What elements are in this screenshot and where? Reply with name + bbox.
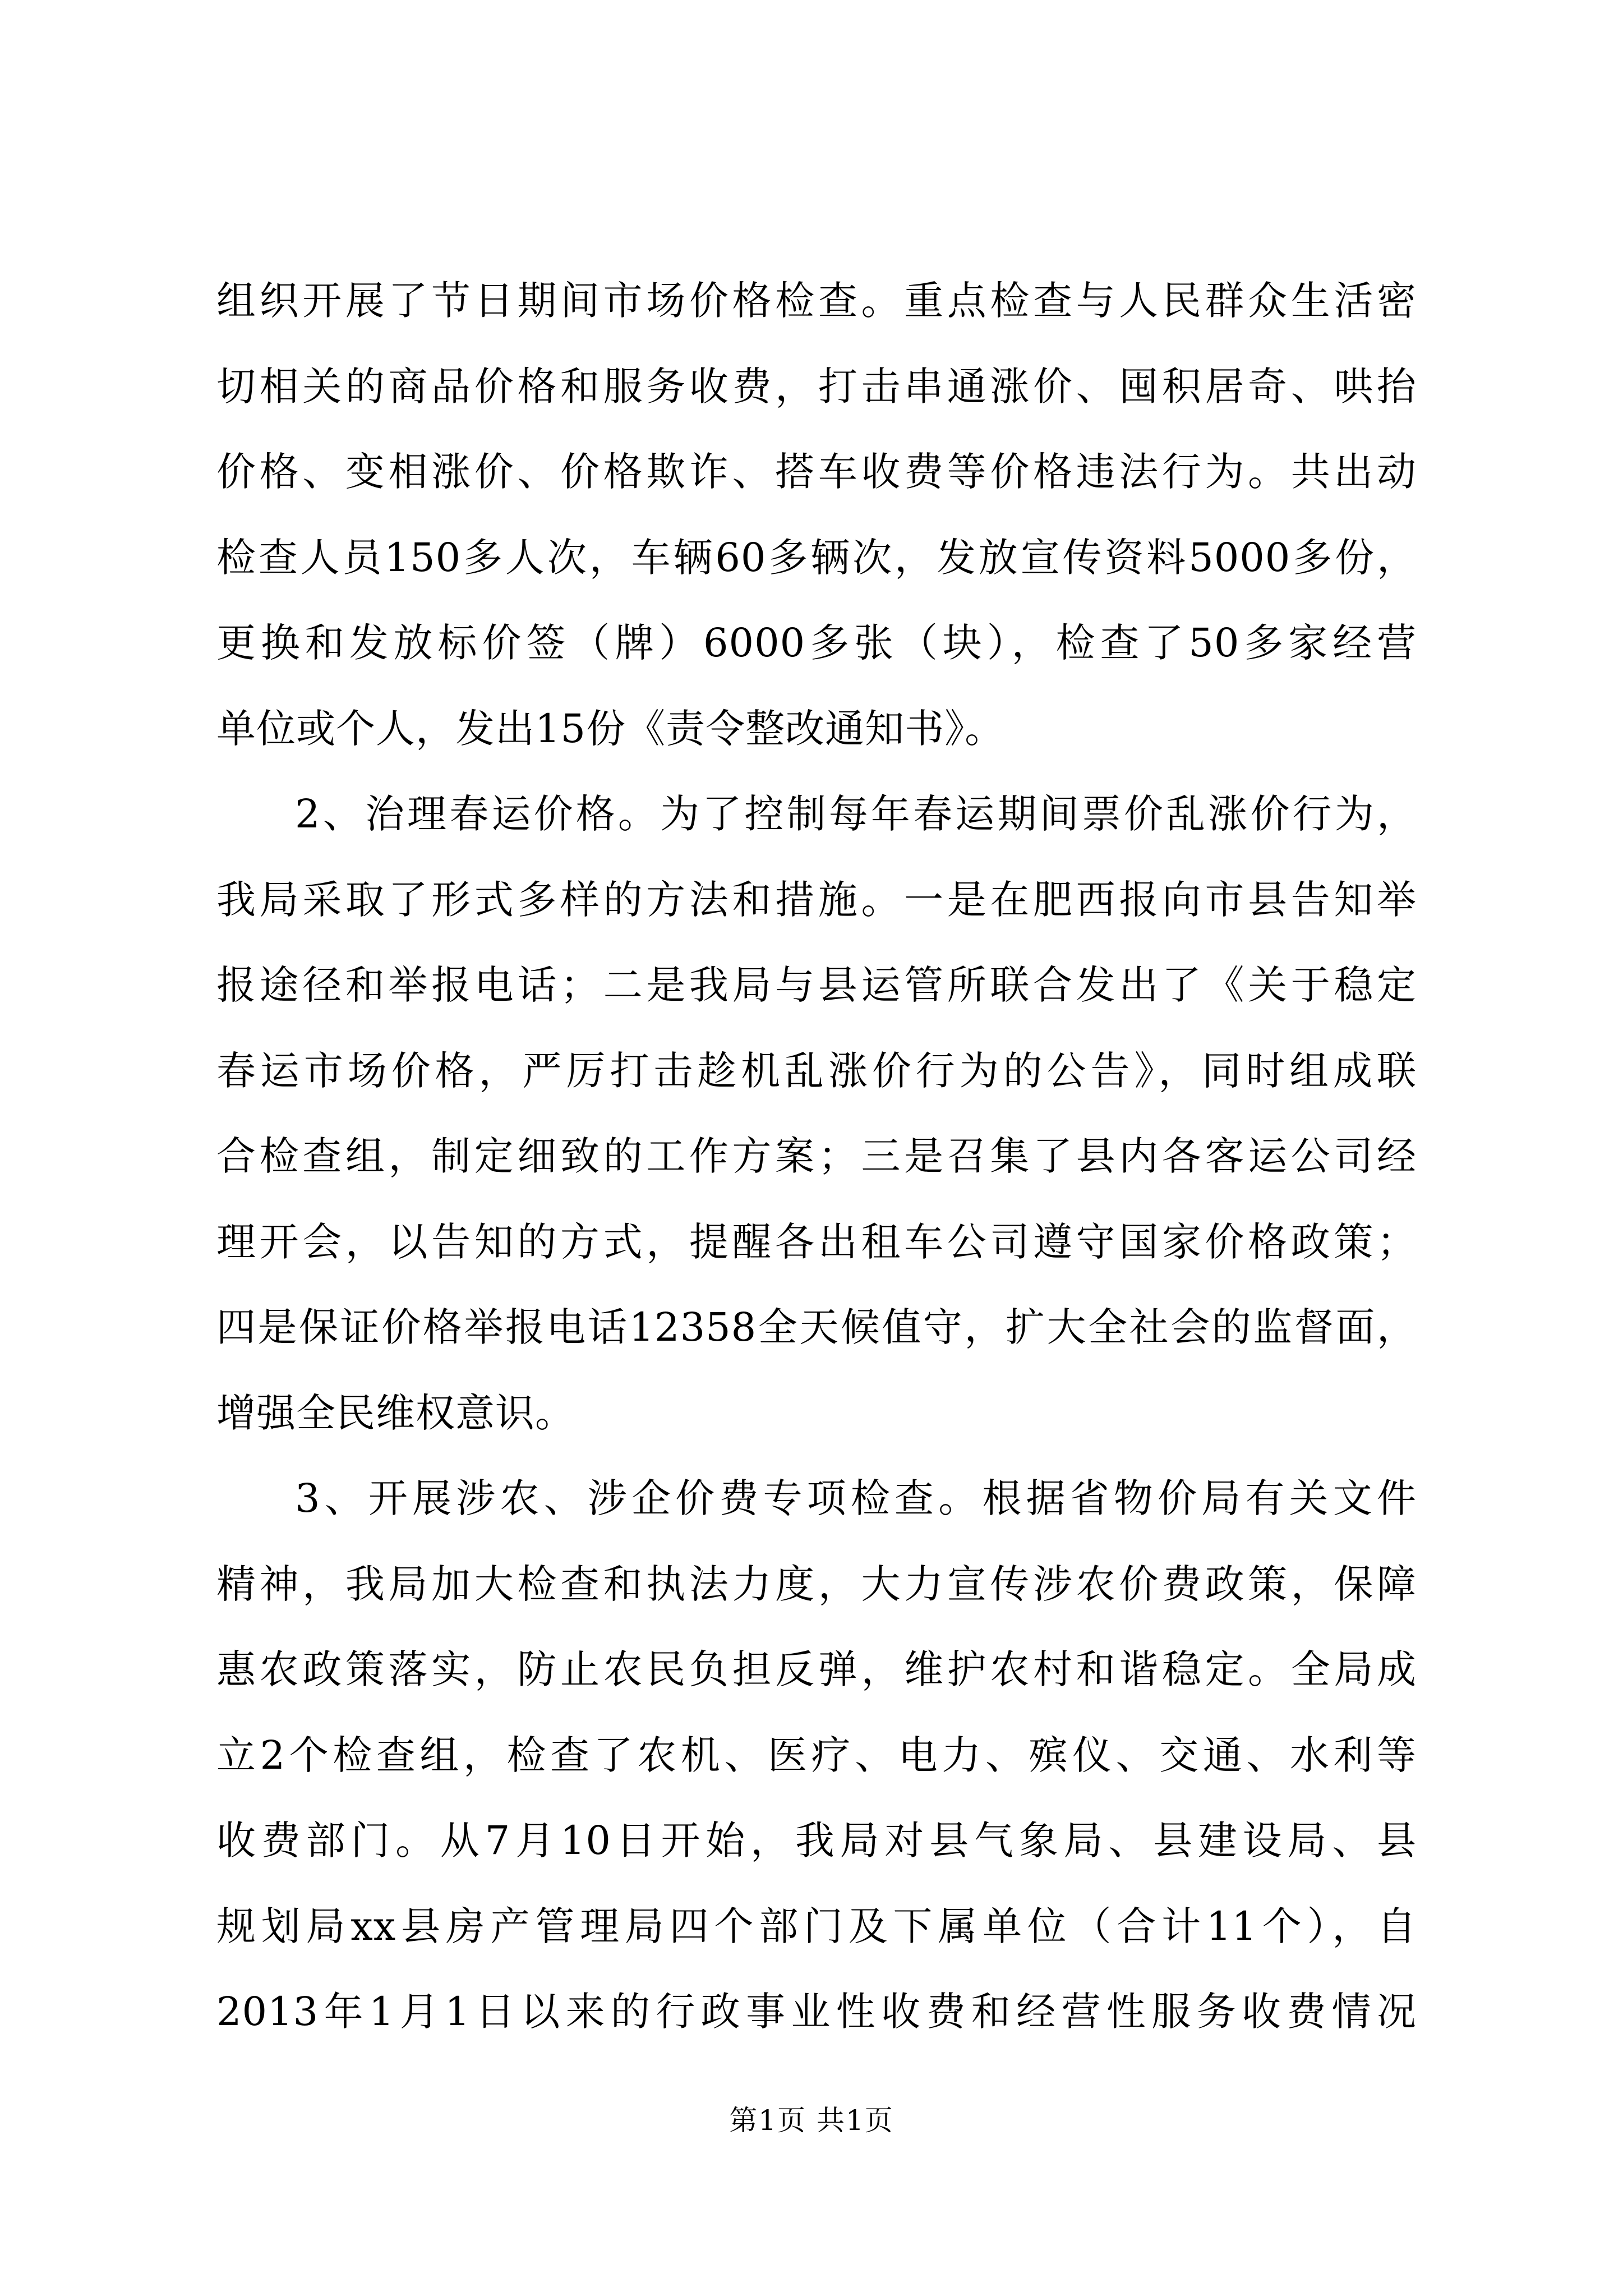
- paragraph-1-line-3: 价格、变相涨价、价格欺诈、搭车收费等价格违法行为。共出动: [216, 449, 1417, 495]
- paragraph-2-line-3: 报途径和举报电话；二是我局与县运管所联合发出了《关于稳定: [216, 962, 1417, 1008]
- paragraph-3-line-1: 3、开展涉农、涉企价费专项检查。根据省物价局有关文件: [295, 1475, 1417, 1521]
- paragraph-1-line-5: 更换和发放标价签（牌）6000多张（块），检查了50多家经营: [216, 620, 1417, 666]
- paragraph-3-line-6: 规划局xx县房产管理局四个部门及下属单位（合计11个），自: [216, 1903, 1417, 1949]
- paragraph-1-line-6: 单位或个人，发出15份《责令整改通知书》。: [216, 705, 1005, 752]
- paragraph-3-line-3: 惠农政策落实，防止农民负担反弹，维护农村和谐稳定。全局成: [216, 1646, 1417, 1692]
- paragraph-3-line-5: 收费部门。从7月10日开始，我局对县气象局、县建设局、县: [216, 1818, 1417, 1864]
- paragraph-2-line-1: 2、治理春运价格。为了控制每年春运期间票价乱涨价行为，: [295, 791, 1417, 837]
- paragraph-3-line-2: 精神，我局加大检查和执法力度，大力宣传涉农价费政策，保障: [216, 1561, 1417, 1607]
- page-footer: 第1页 共1页: [729, 2104, 894, 2137]
- paragraph-2-line-4: 春运市场价格，严厉打击趁机乱涨价行为的公告》，同时组成联: [216, 1047, 1417, 1094]
- paragraph-3-line-7: 2013年1月1日以来的行政事业性收费和经营性服务收费情况: [216, 1989, 1417, 2035]
- paragraph-1-line-4: 检查人员150多人次，车辆60多辆次，发放宣传资料5000多份，: [216, 534, 1417, 581]
- paragraph-3-line-4: 立2个检查组，检查了农机、医疗、电力、殡仪、交通、水利等: [216, 1732, 1417, 1778]
- paragraph-2-line-5: 合检查组，制定细致的工作方案；三是召集了县内各客运公司经: [216, 1133, 1417, 1179]
- paragraph-1-line-2: 切相关的商品价格和服务收费，打击串通涨价、囤积居奇、哄抬: [216, 363, 1417, 409]
- document-body: [216, 258, 1417, 2055]
- paragraph-1-line-1: 组织开展了节日期间市场价格检查。重点检查与人民群众生活密: [216, 278, 1417, 324]
- paragraph-2-line-2: 我局采取了形式多样的方法和措施。一是在肥西报向市县告知举: [216, 876, 1417, 923]
- paragraph-2-line-8: 增强全民维权意识。: [216, 1389, 575, 1436]
- paragraph-2-line-6: 理开会，以告知的方式，提醒各出租车公司遵守国家价格政策；: [216, 1218, 1417, 1265]
- paragraph-2-line-7: 四是保证价格举报电话12358全天候值守，扩大全社会的监督面，: [216, 1304, 1417, 1350]
